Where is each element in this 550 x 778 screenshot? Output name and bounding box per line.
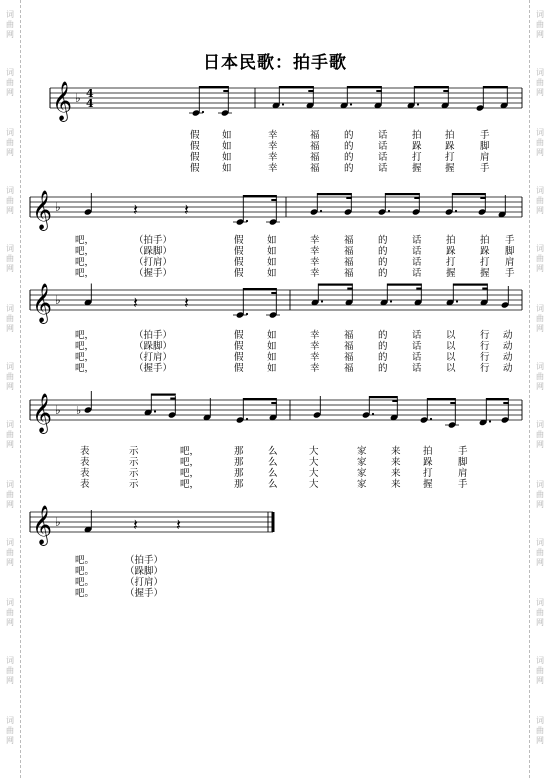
note-beam (199, 86, 229, 88)
lyric-syllable: 脚 (505, 246, 515, 257)
note-beam-sixteenth (346, 197, 352, 199)
lyric-syllable: 假 (234, 341, 244, 352)
quarter-rest: 𝄽 (184, 200, 189, 219)
watermark: 词 曲 网 (6, 304, 14, 333)
watermark: 词 曲 网 (536, 538, 544, 567)
lyric-syllable: 吧， (180, 468, 200, 479)
lyric-syllable: 吧， (75, 363, 95, 374)
lyric-syllable: 手 (505, 268, 515, 279)
lyric-syllable: 如 (267, 363, 277, 374)
note-beam-sixteenth (503, 402, 509, 404)
lyric-syllable: 来 (391, 468, 401, 479)
lyric-syllable: 吧， (75, 257, 95, 268)
lyric-syllable: 幸 (310, 341, 320, 352)
note-beam-sixteenth (347, 288, 353, 290)
lyric-syllable: 大 (309, 479, 319, 490)
note-beam-sixteenth (308, 90, 314, 92)
lyric-syllable: 福 (344, 235, 354, 246)
lyric-syllable: 手 (505, 235, 515, 246)
lyric-syllable: 福 (344, 246, 354, 257)
note-dot (372, 413, 374, 415)
lyric-syllable: 吧。 (75, 588, 95, 599)
lyric-syllable: 肩 (505, 257, 515, 268)
treble-clef: 𝄞 (52, 81, 73, 121)
lyric-syllable: （跺脚） (134, 246, 173, 257)
lyric-syllable: 福 (344, 330, 354, 341)
lyric-syllable: 话 (412, 330, 422, 341)
lyric-syllable: 吧， (180, 457, 200, 468)
lyric-syllable: 行 (480, 330, 490, 341)
watermark: 词 曲 网 (6, 244, 14, 273)
note-beam (151, 394, 176, 396)
lyric-syllable: 动 (503, 341, 513, 352)
lyric-syllable: 如 (222, 141, 232, 152)
lyric-syllable: 跺 (480, 246, 490, 257)
lyric-syllable: 来 (391, 457, 401, 468)
quarter-rest: 𝄽 (176, 515, 181, 534)
key-signature-flat: ♭ (55, 200, 61, 214)
lyric-syllable: 手 (480, 163, 490, 174)
lyric-syllable: 示 (129, 457, 139, 468)
lyric-syllable: 的 (378, 330, 388, 341)
lyric-syllable: 的 (344, 141, 354, 152)
lyric-syllable: （拍手） (134, 330, 173, 341)
watermark: 词 曲 网 (6, 10, 14, 39)
watermark: 词 曲 网 (6, 598, 14, 627)
lyric-syllable: 话 (412, 246, 422, 257)
lyric-syllable: 如 (267, 246, 277, 257)
watermark: 词 曲 网 (536, 598, 544, 627)
watermark: 词 曲 网 (536, 68, 544, 97)
lyric-syllable: 如 (267, 352, 277, 363)
lyric-syllable: 表 (80, 446, 90, 457)
note-dot (390, 300, 392, 302)
lyric-syllable: 行 (480, 363, 490, 374)
note-dot (350, 103, 352, 105)
watermark: 词 曲 网 (536, 304, 544, 333)
lyric-syllable: 的 (378, 363, 388, 374)
lyric-syllable: 如 (222, 163, 232, 174)
lyric-syllable: 幸 (310, 235, 320, 246)
lyric-syllable: 示 (129, 446, 139, 457)
time-signature-top: 4 (86, 87, 94, 100)
lyric-syllable: 示 (129, 479, 139, 490)
lyric-syllable: 幸 (268, 152, 278, 163)
lyric-syllable: 以 (446, 352, 456, 363)
lyric-syllable: 福 (344, 363, 354, 374)
note-beam (243, 398, 276, 400)
lyric-syllable: 拍 (445, 130, 455, 141)
lyric-syllable: 假 (234, 363, 244, 374)
lyric-syllable: 吧， (75, 246, 95, 257)
lyric-syllable: 假 (190, 130, 200, 141)
note-beam-sixteenth (271, 292, 277, 294)
lyric-syllable: 吧， (75, 235, 95, 246)
lyric-syllable: 话 (378, 141, 388, 152)
note-beam (243, 195, 276, 197)
lyric-syllable: 话 (378, 152, 388, 163)
lyric-syllable: 如 (222, 130, 232, 141)
watermark: 词 曲 网 (536, 480, 544, 509)
note-dot (320, 210, 322, 212)
note-dot (417, 103, 419, 105)
lyric-syllable: （握手） (134, 363, 173, 374)
lyric-syllable: 家 (357, 468, 367, 479)
lyric-syllable: 打 (480, 257, 490, 268)
lyric-syllable: 来 (391, 479, 401, 490)
lyric-syllable: 脚 (458, 457, 468, 468)
lyric-syllable: 的 (344, 152, 354, 163)
lyric-syllable: 吧， (75, 268, 95, 279)
lyric-syllable: （跺脚） (125, 566, 164, 577)
lyric-syllable: 握 (412, 163, 422, 174)
lyric-syllable: 家 (357, 479, 367, 490)
key-signature-flat: ♭ (55, 293, 61, 307)
watermark: 词 曲 网 (6, 186, 14, 215)
lyric-syllable: 肩 (458, 468, 468, 479)
treble-clef: 𝄞 (32, 283, 53, 323)
note-beam (486, 398, 509, 400)
lyric-syllable: （握手） (134, 268, 173, 279)
lyric-syllable: 假 (234, 246, 244, 257)
note-beam-sixteenth (414, 197, 420, 199)
lyric-syllable: 来 (391, 446, 401, 457)
watermark: 词 曲 网 (536, 10, 544, 39)
lyric-syllable: 吧。 (75, 555, 95, 566)
key-signature-flat: ♭ (75, 91, 81, 105)
lyric-syllable: 如 (267, 257, 277, 268)
note-beam-sixteenth (416, 288, 422, 290)
watermark: 词 曲 网 (6, 68, 14, 97)
lyric-syllable: （跺脚） (134, 341, 173, 352)
lyric-syllable: 幸 (310, 363, 320, 374)
lyric-syllable: 的 (378, 352, 388, 363)
lyric-syllable: 话 (412, 257, 422, 268)
key-signature-flat: ♭ (55, 515, 61, 529)
note-dot (489, 420, 491, 422)
lyric-syllable: 话 (412, 363, 422, 374)
lyric-syllable: 假 (234, 257, 244, 268)
watermark: 词 曲 网 (6, 538, 14, 567)
lyric-syllable: 拍 (446, 235, 456, 246)
lyric-syllable: 以 (446, 341, 456, 352)
lyric-syllable: 么 (268, 468, 278, 479)
lyric-syllable: 拍 (480, 235, 490, 246)
lyric-syllable: 福 (344, 257, 354, 268)
lyric-syllable: 握 (445, 163, 455, 174)
note-dot (388, 210, 390, 212)
note-dot (154, 410, 156, 412)
note-dot (455, 210, 457, 212)
key-signature-flat: ♭ (55, 403, 61, 417)
note-beam (453, 284, 488, 286)
lyric-syllable: 话 (412, 341, 422, 352)
lyric-syllable: 假 (190, 152, 200, 163)
lyric-syllable: （打肩） (125, 577, 164, 588)
lyric-syllable: 动 (503, 363, 513, 374)
lyric-syllable: 跺 (445, 141, 455, 152)
lyric-syllable: （打肩） (134, 352, 173, 363)
quarter-rest: 𝄽 (184, 293, 189, 312)
lyric-syllable: 福 (344, 268, 354, 279)
note-dot (456, 300, 458, 302)
lyric-syllable: 幸 (268, 163, 278, 174)
lyric-syllable: 吧， (75, 330, 95, 341)
watermark: 词 曲 网 (536, 716, 544, 745)
lyric-syllable: 幸 (268, 130, 278, 141)
lyric-syllable: 福 (310, 141, 320, 152)
lyric-syllable: 福 (344, 341, 354, 352)
lyric-syllable: 家 (357, 457, 367, 468)
lyric-syllable: 幸 (268, 141, 278, 152)
lyric-syllable: 打 (445, 152, 455, 163)
lyric-syllable: 吧。 (75, 577, 95, 588)
watermark: 词 曲 网 (6, 480, 14, 509)
lyric-syllable: 如 (222, 152, 232, 163)
lyric-syllable: 如 (267, 341, 277, 352)
watermark: 词 曲 网 (6, 656, 14, 685)
lyric-syllable: 那 (234, 457, 244, 468)
watermark: 词 曲 网 (6, 362, 14, 391)
treble-clef: 𝄞 (32, 190, 53, 230)
lyric-syllable: 手 (458, 479, 468, 490)
note-beam (318, 284, 353, 286)
lyric-syllable: 握 (480, 268, 490, 279)
note-beam (387, 284, 422, 286)
lyric-syllable: 手 (458, 446, 468, 457)
lyric-syllable: 表 (80, 457, 90, 468)
note-dot (246, 313, 248, 315)
note-dot (202, 111, 204, 113)
lyric-syllable: 拍 (412, 130, 422, 141)
lyric-syllable: 跺 (423, 457, 433, 468)
lyric-syllable: 的 (378, 268, 388, 279)
page-title: 日本民歌：拍手歌 (203, 53, 347, 73)
lyric-syllable: 假 (234, 268, 244, 279)
note-beam (427, 398, 456, 400)
lyric-syllable: 么 (268, 479, 278, 490)
lyric-syllable: 肩 (480, 152, 490, 163)
lyric-syllable: 话 (412, 268, 422, 279)
note-dot (246, 418, 248, 420)
lyric-syllable: 的 (344, 130, 354, 141)
note-beam-sixteenth (271, 199, 277, 201)
note-beam (414, 86, 449, 88)
watermark: 词 曲 网 (6, 716, 14, 745)
lyric-syllable: 假 (234, 235, 244, 246)
lyric-syllable: 福 (310, 130, 320, 141)
lyric-syllable: 大 (309, 446, 319, 457)
watermark: 词 曲 网 (536, 362, 544, 391)
quarter-rest: 𝄽 (133, 515, 138, 534)
lyric-syllable: 吧， (75, 341, 95, 352)
lyric-syllable: （打肩） (134, 257, 173, 268)
watermark: 词 曲 网 (536, 186, 544, 215)
lyric-syllable: 话 (412, 235, 422, 246)
lyric-syllable: 假 (234, 352, 244, 363)
lyric-syllable: 幸 (310, 268, 320, 279)
lyric-syllable: （握手） (125, 588, 164, 599)
note-beam (279, 86, 314, 88)
lyric-syllable: 么 (268, 457, 278, 468)
lyric-syllable: 吧。 (75, 566, 95, 577)
watermark: 词 曲 网 (6, 128, 14, 157)
lyric-syllable: 福 (310, 152, 320, 163)
lyric-syllable: 握 (446, 268, 456, 279)
lyric-syllable: 以 (446, 330, 456, 341)
lyric-syllable: 那 (234, 479, 244, 490)
watermark: 词 曲 网 (536, 244, 544, 273)
lyric-syllable: 吧， (75, 352, 95, 363)
lyric-syllable: 打 (446, 257, 456, 268)
treble-clef: 𝄞 (32, 393, 53, 433)
lyric-syllable: 那 (234, 468, 244, 479)
lyric-syllable: 假 (190, 141, 200, 152)
lyric-syllable: 跺 (412, 141, 422, 152)
lyric-syllable: 幸 (310, 352, 320, 363)
lyric-syllable: 行 (480, 352, 490, 363)
note-beam-sixteenth (392, 400, 398, 402)
lyric-syllable: 表 (80, 468, 90, 479)
lyric-syllable: 手 (480, 130, 490, 141)
watermark: 词 曲 网 (536, 420, 544, 449)
note-beam-sixteenth (271, 402, 277, 404)
watermark: 词 曲 网 (536, 128, 544, 157)
note-beam-sixteenth (482, 288, 488, 290)
lyric-syllable: 话 (378, 163, 388, 174)
lyric-syllable: 表 (80, 479, 90, 490)
note-beam-sixteenth (450, 402, 456, 404)
note-dot (430, 418, 432, 420)
lyric-syllable: 幸 (310, 246, 320, 257)
quarter-rest: 𝄽 (133, 200, 138, 219)
note-beam-sixteenth (170, 398, 176, 400)
lyric-syllable: 么 (268, 446, 278, 457)
watermark: 词 曲 网 (6, 420, 14, 449)
treble-clef: 𝄞 (32, 505, 53, 545)
quarter-rest: 𝄽 (133, 293, 138, 312)
lyric-syllable: 如 (267, 330, 277, 341)
lyric-syllable: 动 (503, 330, 513, 341)
lyric-syllable: （拍手） (125, 555, 164, 566)
note-beam (243, 288, 276, 290)
lyric-syllable: 的 (378, 235, 388, 246)
lyric-syllable: 福 (344, 352, 354, 363)
time-signature-bottom: 4 (86, 97, 94, 110)
note-beam (317, 193, 352, 195)
lyric-syllable: 假 (190, 163, 200, 174)
lyric-syllable: 跺 (446, 246, 456, 257)
lyric-syllable: 打 (412, 152, 422, 163)
lyric-syllable: 打 (423, 468, 433, 479)
note-beam-sixteenth (376, 90, 382, 92)
note-dot (246, 220, 248, 222)
lyric-syllable: 动 (503, 352, 513, 363)
note-beam (385, 193, 420, 195)
lyric-syllable: 拍 (423, 446, 433, 457)
lyric-syllable: 话 (412, 352, 422, 363)
lyric-syllable: 大 (309, 457, 319, 468)
watermark: 词 曲 网 (536, 656, 544, 685)
lyric-syllable: 的 (378, 341, 388, 352)
note-dot (321, 300, 323, 302)
lyric-syllable: 大 (309, 468, 319, 479)
note-beam-sixteenth (223, 90, 229, 92)
lyric-syllable: 话 (378, 130, 388, 141)
lyric-syllable: 幸 (310, 330, 320, 341)
lyric-syllable: 握 (423, 479, 433, 490)
note-beam (369, 396, 398, 398)
lyric-syllable: 行 (480, 341, 490, 352)
lyric-syllable: 那 (234, 446, 244, 457)
lyric-syllable: 示 (129, 468, 139, 479)
lyric-syllable: 如 (267, 235, 277, 246)
lyric-syllable: 脚 (480, 141, 490, 152)
note-beam-sixteenth (480, 197, 486, 199)
lyric-syllable: 假 (234, 330, 244, 341)
lyric-syllable: 以 (446, 363, 456, 374)
note-beam (347, 86, 382, 88)
lyric-syllable: （拍手） (134, 235, 173, 246)
lyric-syllable: 的 (378, 246, 388, 257)
lyric-syllable: 吧， (180, 479, 200, 490)
lyric-syllable: 幸 (310, 257, 320, 268)
lyric-syllable: 的 (344, 163, 354, 174)
accidental-flat: ♭ (76, 404, 82, 417)
lyric-syllable: 的 (378, 257, 388, 268)
lyric-syllable: 如 (267, 268, 277, 279)
note-beam (483, 86, 508, 88)
lyric-syllable: 吧， (180, 446, 200, 457)
lyric-syllable: 家 (357, 446, 367, 457)
lyric-syllable: 福 (310, 163, 320, 174)
note-dot (282, 103, 284, 105)
note-beam-sixteenth (443, 90, 449, 92)
note-beam (452, 193, 486, 195)
